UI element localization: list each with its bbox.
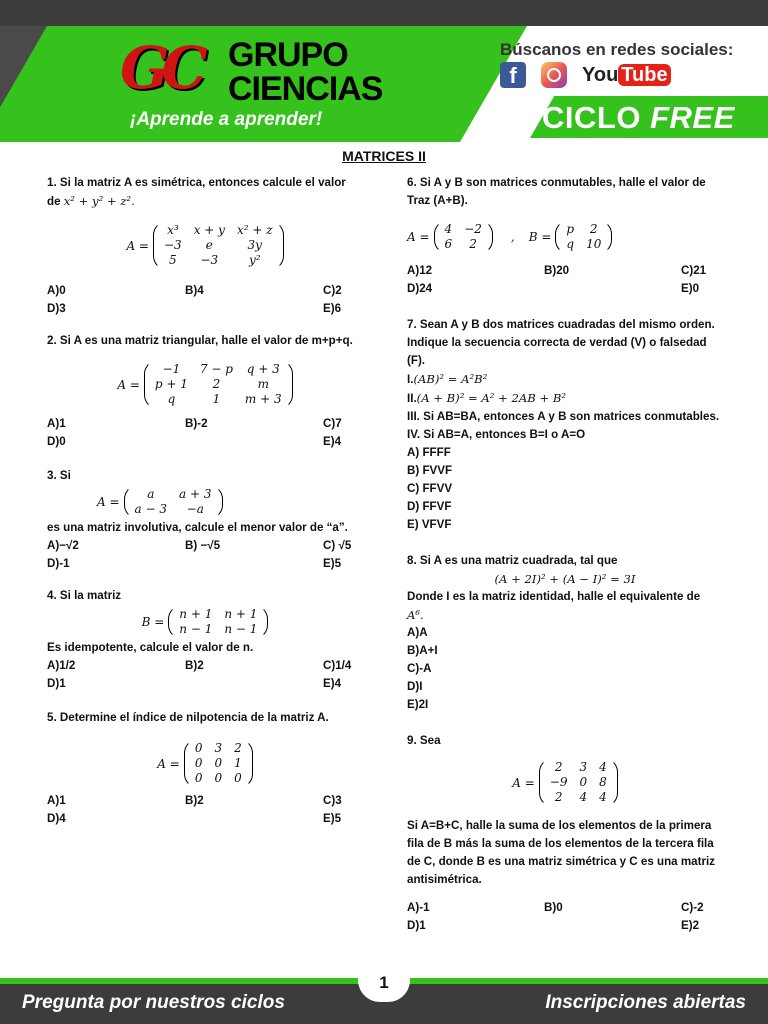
question-4-cont: Es idempotente, calcule el valor de n.	[47, 641, 254, 654]
matrix-cell: 0	[194, 741, 203, 755]
matrix-cell: n + 1	[179, 607, 213, 621]
matrix-table	[189, 741, 248, 786]
matrix-cell: 2	[469, 237, 477, 251]
option-blank	[185, 433, 323, 451]
question-2: 2. Si A es una matriz triangular, halle el valor de m+p+q.	[47, 334, 353, 347]
brand-word-ciencias: CIENCIAS	[228, 70, 383, 108]
option-blank	[544, 280, 681, 298]
option-a[interactable]: A)-1	[407, 901, 430, 914]
matrix-cell: 0	[579, 775, 588, 789]
question-5: 5. Determine el índice de nilpotencia de la matriz A.	[47, 711, 329, 724]
matrix-cell: m	[257, 377, 269, 391]
option-a[interactable]: A)0	[47, 284, 66, 297]
q1-expression: x² + y² + z².	[63, 194, 135, 208]
q7-options	[407, 444, 723, 534]
option-c[interactable]: C)2	[323, 284, 342, 297]
option-e[interactable]: E)4	[323, 435, 342, 448]
matrix-cell: 3	[214, 741, 223, 755]
matrix-cell: −3	[200, 253, 219, 267]
q6-options	[407, 262, 723, 298]
option-e[interactable]: E)6	[323, 302, 342, 315]
matrix-cell: 1	[212, 392, 221, 406]
option-d[interactable]: D)I	[407, 680, 423, 693]
option-b[interactable]: B)2	[185, 659, 204, 672]
matrix-cell: 4	[599, 790, 607, 804]
matrix-cell: −2	[464, 222, 482, 236]
q6-matrices	[407, 220, 723, 254]
matrix-label: A =	[157, 756, 180, 771]
matrix-label: A =	[407, 230, 430, 244]
question-4: 4. Si la matriz	[47, 589, 122, 602]
matrix-cell: 2	[234, 741, 242, 755]
option-d[interactable]: D)1	[47, 677, 66, 690]
option-b[interactable]: B) FVVF	[407, 464, 453, 477]
option-c[interactable]: C)1/4	[323, 659, 352, 672]
option-e[interactable]: E)0	[681, 282, 700, 295]
matrix-cell: 1	[234, 756, 242, 770]
matrix-cell: a + 3	[179, 487, 212, 501]
matrix-cell: 10	[586, 237, 602, 251]
option-b[interactable]: B)-2	[185, 417, 208, 430]
matrix-cell: 2	[212, 377, 221, 391]
option-blank	[185, 555, 323, 573]
question-3-cont: es una matriz involutiva, calcule el menor valor de “a”.	[47, 521, 348, 534]
option-blank	[185, 300, 323, 318]
statement-3: III. Si AB=BA, entonces A y B son matrices conmutables.	[407, 410, 720, 423]
q5-options	[47, 792, 363, 828]
matrix-cell: 2	[554, 760, 563, 774]
footer-right-text: Inscripciones abiertas	[545, 992, 746, 1013]
matrix-cell: x + y	[193, 223, 225, 237]
q3-matrix	[97, 485, 363, 519]
q8-power: A⁶.	[407, 608, 424, 622]
option-a[interactable]: A) FFFF	[407, 446, 451, 459]
option-a[interactable]: A)1/2	[47, 659, 76, 672]
q9-matrix	[407, 758, 723, 807]
question-7-line2: Indique la secuencia correcta de verdad (V) o falsedad	[407, 336, 707, 349]
option-b[interactable]: B) −√5	[185, 539, 221, 552]
option-e[interactable]: E)2I	[407, 698, 429, 711]
matrix-cell: p	[566, 222, 575, 236]
facebook-icon[interactable]: f	[500, 62, 526, 88]
logo-mark: GC	[120, 34, 200, 102]
matrix-cell: q	[167, 392, 176, 406]
question-3: 3. Si	[47, 469, 71, 482]
matrix-label: A =	[117, 377, 140, 392]
matrix-cell: −a	[186, 502, 204, 516]
matrix-cell: m + 3	[244, 392, 282, 406]
statement-prefix: I.	[407, 373, 414, 386]
statement-expr: (AB)² = A²B²	[413, 372, 488, 386]
option-e[interactable]: E)2	[681, 919, 700, 932]
matrix-cell: 0	[214, 771, 223, 785]
matrix-label: B =	[528, 230, 552, 244]
option-d[interactable]: D)-1	[47, 557, 70, 570]
option-a[interactable]: A)A	[407, 626, 428, 639]
option-a[interactable]: A)1	[47, 794, 66, 807]
option-a[interactable]: A)−√2	[47, 539, 79, 552]
option-b[interactable]: B)2	[185, 794, 204, 807]
footer-left-text: Pregunta por nuestros ciclos	[22, 992, 285, 1013]
matrix-table	[439, 222, 488, 252]
free-word: FREE	[650, 100, 735, 135]
matrix-cell: 2	[589, 222, 598, 236]
matrix-cell: q + 3	[246, 362, 280, 376]
matrix-cell: 4	[579, 790, 588, 804]
ciclo-word: CICLO	[542, 100, 641, 135]
option-e[interactable]: E)5	[323, 812, 342, 825]
matrix-table	[149, 362, 288, 407]
option-c[interactable]: C)3	[323, 794, 342, 807]
matrix-cell: 3y	[247, 238, 262, 252]
option-d[interactable]: D)1	[407, 919, 426, 932]
matrix-cell: n − 1	[179, 622, 213, 636]
option-e[interactable]: E)5	[323, 557, 342, 570]
matrix-cell: −9	[549, 775, 568, 789]
question-9: 9. Sea	[407, 734, 441, 747]
option-blank	[544, 917, 681, 935]
matrix-cell: n + 1	[224, 607, 258, 621]
social-title: Búscanos en redes sociales:	[500, 40, 734, 59]
q9-options	[407, 899, 723, 935]
document-title: MATRICES II	[342, 148, 426, 164]
option-e[interactable]: E) VFVF	[407, 518, 452, 531]
question-9-text4: antisimétrica.	[407, 873, 482, 886]
instagram-icon[interactable]	[541, 62, 567, 88]
question-8: 8. Si A es una matriz cuadrada, tal que	[407, 554, 618, 567]
matrix-cell: 0	[214, 756, 223, 770]
matrix-cell: x² + z	[236, 223, 273, 237]
question-1: 1. Si la matriz A es simétrica, entonces calcule el valor	[47, 176, 346, 189]
statement-4: IV. Si AB=A, entonces B=I o A=O	[407, 428, 586, 441]
question-9-text2: fila de B más la suma de los elementos de la tercera fila	[407, 837, 714, 850]
option-c[interactable]: C)-2	[681, 901, 704, 914]
matrix-table	[158, 223, 279, 268]
matrix-cell: e	[205, 238, 213, 252]
q2-options	[47, 415, 363, 451]
matrix-cell: 0	[194, 756, 203, 770]
page-number: 1	[358, 958, 410, 1002]
matrix-cell: −3	[164, 238, 182, 252]
matrix-cell: 0	[234, 771, 242, 785]
option-a[interactable]: A)1	[47, 417, 66, 430]
matrix-label: B =	[141, 615, 165, 629]
q1-de: de	[47, 195, 64, 208]
option-b[interactable]: B)A+I	[407, 644, 438, 657]
option-a[interactable]: A)12	[407, 264, 433, 277]
statement-prefix: II.	[407, 392, 417, 405]
option-c[interactable]: C)-A	[407, 662, 432, 675]
question-7-line3: (F).	[407, 354, 426, 367]
option-d[interactable]: D)3	[47, 302, 66, 315]
matrix-cell: a − 3	[134, 502, 168, 516]
matrix-cell: −1	[162, 362, 181, 376]
separator: ,	[510, 230, 515, 244]
option-d[interactable]: D)4	[47, 812, 66, 825]
brand-word-grupo: GRUPO	[228, 36, 348, 74]
matrix-label: A =	[97, 495, 120, 509]
option-d[interactable]: D)0	[47, 435, 66, 448]
matrix-table	[544, 760, 613, 805]
matrix-cell: y²	[248, 253, 261, 267]
q8-options	[407, 624, 723, 714]
q1-options	[47, 282, 363, 318]
question-9-text3: de C, donde B es una matriz simétrica y C es una matriz	[407, 855, 715, 868]
matrix-cell: 5	[169, 253, 177, 267]
header-top-bar	[0, 0, 768, 26]
option-c[interactable]: C) FFVV	[407, 482, 453, 495]
statement-1	[407, 370, 723, 389]
option-blank	[185, 675, 323, 693]
matrix-label: A =	[512, 775, 535, 790]
matrix-cell: n − 1	[224, 622, 258, 636]
option-b[interactable]: B)0	[544, 901, 563, 914]
option-c[interactable]: C)7	[323, 417, 342, 430]
option-b[interactable]: B)4	[185, 284, 204, 297]
youtube-you: You	[582, 64, 619, 86]
option-blank	[185, 810, 323, 828]
option-d[interactable]: D)24	[407, 282, 433, 295]
matrix-cell: 4	[599, 760, 607, 774]
q4-options	[47, 657, 363, 693]
matrix-cell: 4	[444, 222, 453, 236]
matrix-table	[129, 487, 218, 517]
matrix-cell: 8	[599, 775, 607, 789]
ciclo-free-label	[542, 100, 735, 136]
q2-matrix	[47, 360, 363, 409]
slogan: ¡Aprende a aprender!	[130, 109, 323, 130]
matrix-cell: 7 − p	[199, 362, 233, 376]
question-6-line2: Traz (A+B).	[407, 194, 468, 207]
question-7: 7. Sean A y B dos matrices cuadradas del mismo orden.	[407, 318, 715, 331]
header-banner	[0, 0, 768, 142]
q4-matrix	[47, 605, 363, 639]
matrix-table	[560, 222, 607, 252]
statement-expr: (A + B)² = A² + 2AB + B²	[416, 391, 567, 405]
q8-equation: (A + 2I)² + (A − I)² = 3I	[494, 572, 636, 586]
q3-options	[47, 537, 363, 573]
matrix-cell: q	[566, 237, 575, 251]
q1-matrix	[47, 221, 363, 270]
matrix-cell: 3	[579, 760, 588, 774]
matrix-cell: x³	[167, 223, 179, 237]
option-e[interactable]: E)4	[323, 677, 342, 690]
matrix-cell: p + 1	[154, 377, 188, 391]
question-1-line2	[47, 192, 363, 211]
question-9-text1: Si A=B+C, halle la suma de los elementos de la primera	[407, 819, 712, 832]
question-8-cont: Donde I es la matriz identidad, halle el equivalente de	[407, 590, 701, 603]
matrix-label: A =	[126, 238, 149, 253]
option-b[interactable]: B)20	[544, 264, 570, 277]
right-column	[407, 174, 723, 935]
matrix-cell: a	[147, 487, 155, 501]
matrix-cell: 6	[444, 237, 453, 251]
matrix-cell: 2	[554, 790, 563, 804]
youtube-icon[interactable]	[582, 62, 668, 88]
option-c[interactable]: C) √5	[323, 539, 352, 552]
option-c[interactable]: C)21	[681, 264, 707, 277]
matrix-cell: 0	[194, 771, 203, 785]
left-column	[47, 174, 363, 828]
question-6: 6. Si A y B son matrices conmutables, halle el valor de	[407, 176, 706, 189]
matrix-table	[173, 607, 263, 637]
q5-matrix	[47, 739, 363, 788]
statement-2	[407, 389, 723, 408]
option-d[interactable]: D) FFVF	[407, 500, 452, 513]
youtube-tube: Tube	[618, 64, 670, 86]
